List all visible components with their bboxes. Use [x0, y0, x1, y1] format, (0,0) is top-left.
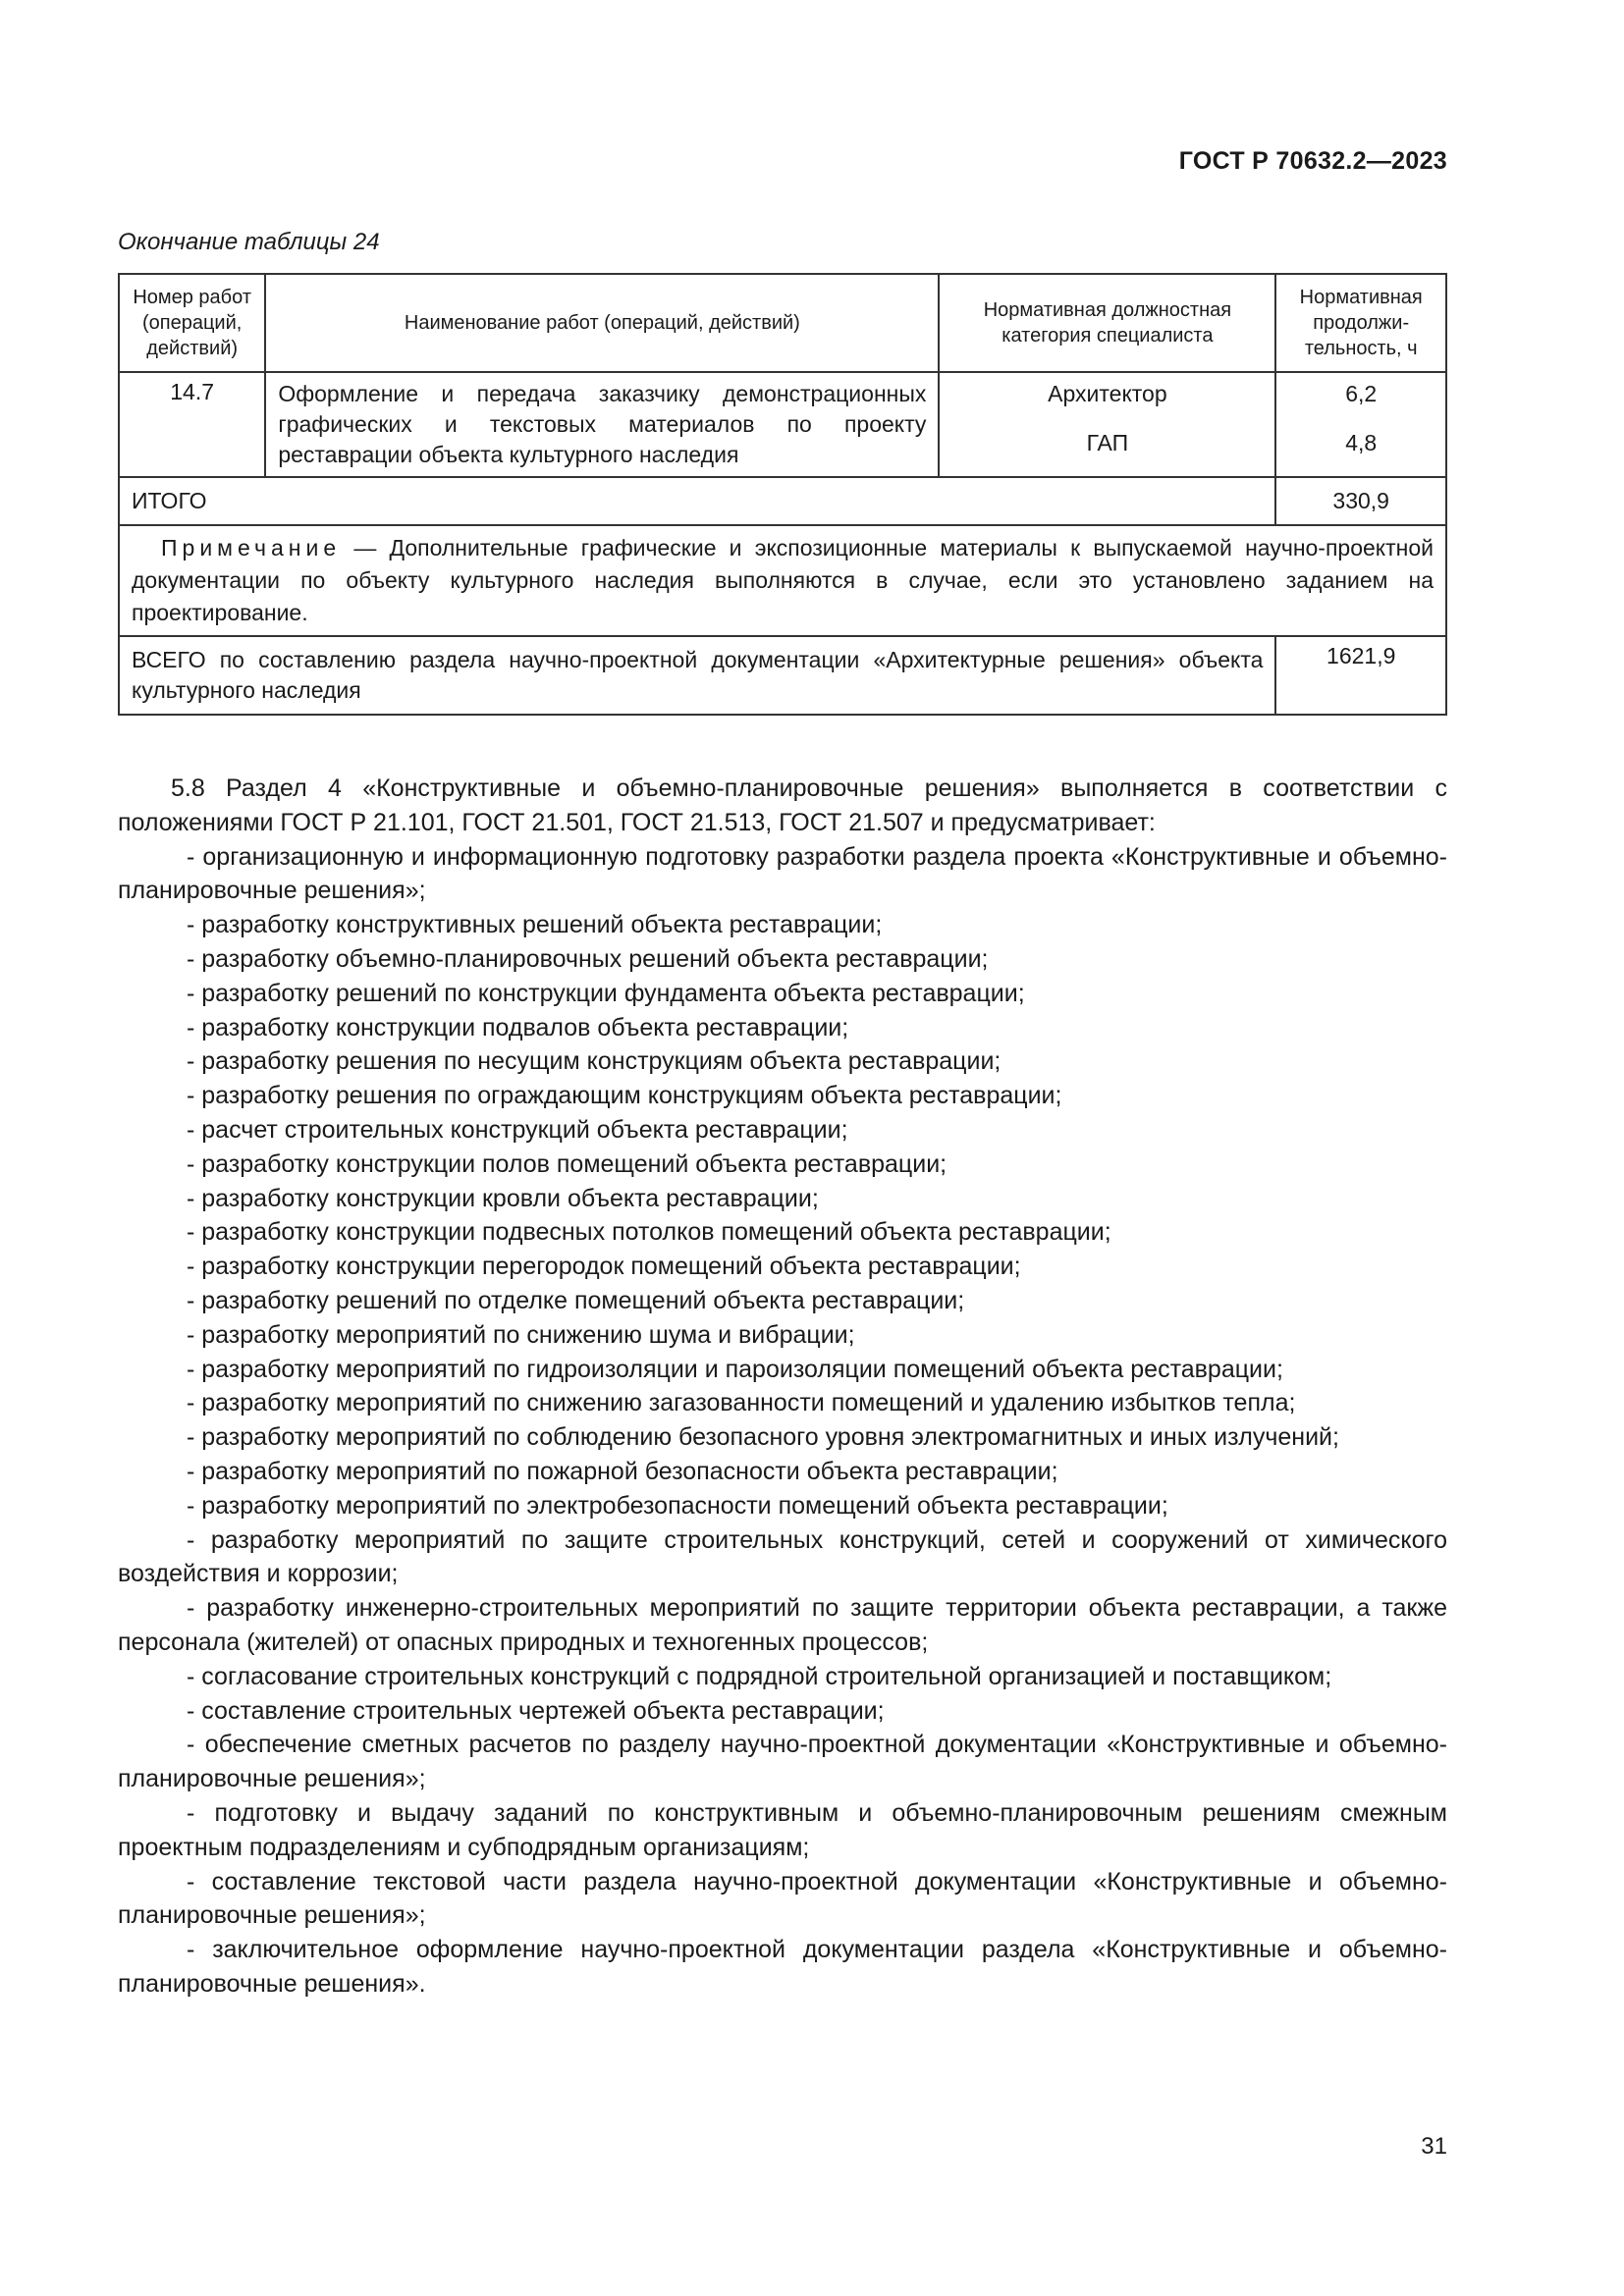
list-item: - разработку решений по конструкции фундамента объекта реставрации;: [187, 979, 1025, 1007]
page-number: 31: [1421, 2133, 1447, 2160]
category-gap: ГАП: [1086, 430, 1129, 455]
list-item: - разработку конструкции кровли объекта реставрации;: [187, 1184, 819, 1212]
note-text: — Дополнительные графические и экспозиционные материалы к выпускаемой научно-проектной документации по объекту культурного наследия выполняются в случае, если это установлено заданием на проектирование.: [132, 535, 1434, 625]
document-code: ГОСТ Р 70632.2—2023: [1178, 147, 1447, 175]
row-categories: [939, 372, 1275, 477]
list-item: - составление текстовой части раздела научно-проектной документации «Конструктивные и объемно-планировочные решения»;: [118, 1867, 1447, 1930]
list-item: - составление строительных чертежей объекта реставрации;: [187, 1696, 885, 1725]
list-item: - разработку мероприятий по защите строительных конструкций, сетей и сооружений от химического воздействия и коррозии;: [118, 1525, 1447, 1588]
list-item: - разработку инженерно-строительных мероприятий по защите территории объекта реставрации, а также персонала (жителей) от опасных природных и техногенных процессов;: [118, 1594, 1447, 1656]
grand-total-row: [119, 636, 1446, 715]
section-intro: 5.8 Раздел 4 «Конструктивные и объемно-планировочные решения» выполняется в соответствии с положениями ГОСТ Р 21.101, ГОСТ 21.501, ГОСТ 21.513, ГОСТ 21.507 и предусматривает:: [118, 774, 1447, 836]
grand-total-label: ВСЕГО по составлению раздела научно-проектной документации «Архитектурные решения» объекта культурного наследия: [119, 636, 1275, 715]
section-5-8: [118, 772, 1447, 2002]
header-work-number: Номер работ (операций, действий): [119, 274, 265, 372]
total-row: [119, 477, 1446, 525]
duration-architect: 6,2: [1345, 381, 1378, 406]
list-item: - разработку объемно-планировочных решений объекта реставрации;: [187, 944, 989, 973]
list-item: - разработку мероприятий по снижению шума и вибрации;: [187, 1320, 855, 1349]
list-item: - согласование строительных конструкций с подрядной строительной организацией и поставщиком;: [187, 1662, 1332, 1690]
list-item: - разработку мероприятий по пожарной безопасности объекта реставрации;: [187, 1457, 1058, 1485]
requirements-list: [118, 840, 1447, 2002]
list-item: - разработку решения по несущим конструкциям объекта реставрации;: [187, 1047, 1001, 1076]
list-item: - обеспечение сметных расчетов по разделу научно-проектной документации «Конструктивные и объемно-планировочные решения»;: [118, 1731, 1447, 1793]
duration-gap: 4,8: [1345, 430, 1378, 455]
note-label: Примечание: [161, 535, 342, 561]
work-norms-table: [118, 273, 1447, 716]
table-row: [119, 372, 1446, 477]
total-value: 330,9: [1275, 477, 1446, 525]
header-norm-duration: Нормативная продолжи-тельность, ч: [1275, 274, 1446, 372]
list-item: - разработку конструкции полов помещений объекта реставрации;: [187, 1149, 947, 1178]
list-item: - разработку решения по ограждающим конструкциям объекта реставрации;: [187, 1082, 1062, 1110]
list-item: - разработку мероприятий по снижению загазованности помещений и удалению избытков тепла;: [187, 1389, 1296, 1417]
list-item: - разработку конструкции подвалов объекта реставрации;: [187, 1013, 849, 1041]
table-note: [119, 525, 1446, 636]
row-durations: [1275, 372, 1446, 477]
total-label: ИТОГО: [119, 477, 1275, 525]
list-item: - разработку конструкции перегородок помещений объекта реставрации;: [187, 1253, 1021, 1281]
note-row: [119, 525, 1446, 636]
list-item: - заключительное оформление научно-проектной документации раздела «Конструктивные и объемно-планировочные решения».: [118, 1936, 1447, 1998]
table-caption: Окончание таблицы 24: [118, 229, 380, 255]
list-item: - расчет строительных конструкций объекта реставрации;: [187, 1115, 848, 1144]
category-architect: Архитектор: [1048, 381, 1167, 406]
list-item: - разработку конструкции подвесных потолков помещений объекта реставрации;: [187, 1218, 1111, 1247]
list-item: - организационную и информационную подготовку разработки раздела проекта «Конструктивные и объемно-планировочные решения»;: [118, 842, 1447, 905]
grand-total-value: 1621,9: [1275, 636, 1446, 715]
header-work-name: Наименование работ (операций, действий): [265, 274, 939, 372]
list-item: - разработку решений по отделке помещений объекта реставрации;: [187, 1286, 965, 1314]
list-item: - разработку конструктивных решений объекта реставрации;: [187, 911, 883, 939]
list-item: - подготовку и выдачу заданий по конструктивным и объемно-планировочным решениям смежным проектным подразделениям и субподрядным организациям;: [118, 1798, 1447, 1861]
table-header-row: [119, 274, 1446, 372]
list-item: - разработку мероприятий по электробезопасности помещений объекта реставрации;: [187, 1491, 1168, 1520]
list-item: - разработку мероприятий по соблюдению безопасного уровня электромагнитных и иных излучений;: [187, 1423, 1339, 1452]
header-specialist-category: Нормативная должностная категория специалиста: [939, 274, 1275, 372]
row-number: 14.7: [119, 372, 265, 477]
row-work-name: Оформление и передача заказчику демонстрационных графических и текстовых материалов по проекту реставрации объекта культурного наследия: [265, 372, 939, 477]
list-item: - разработку мероприятий по гидроизоляции и пароизоляции помещений объекта реставрации;: [187, 1355, 1283, 1383]
